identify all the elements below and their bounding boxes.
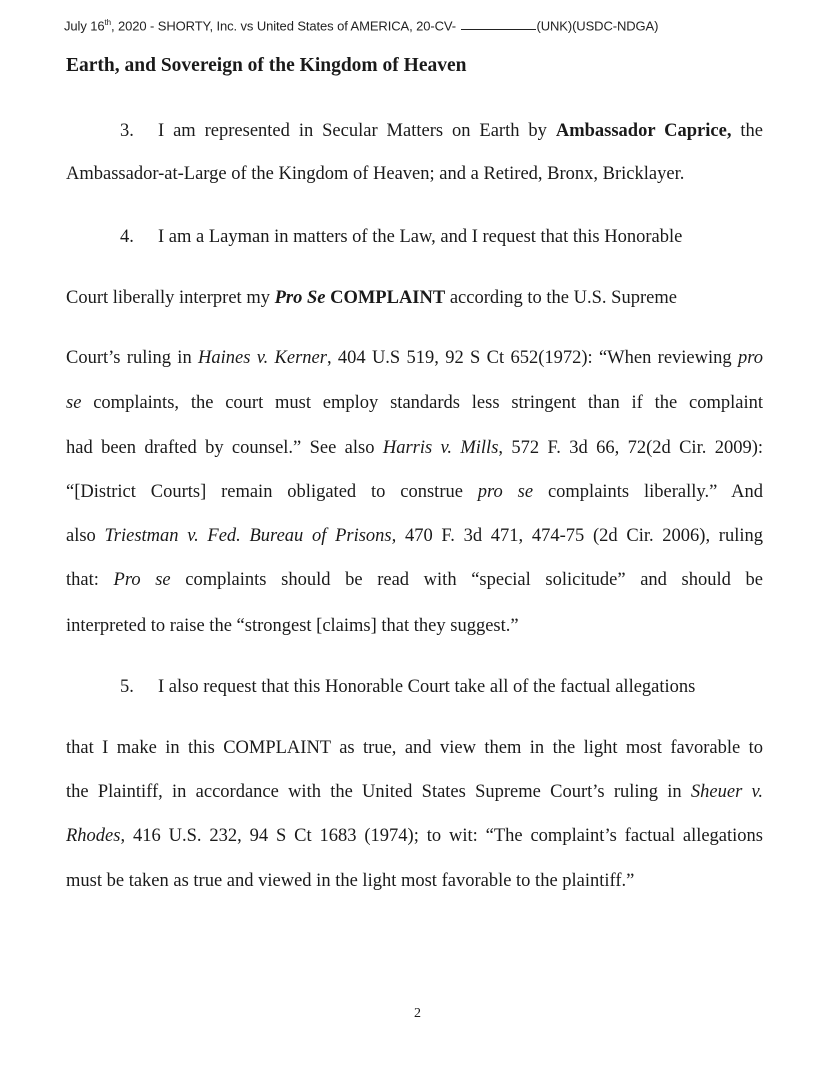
text-run: 470 F. 3d 471, 474-75 (2d Cir. 2006), ruling bbox=[396, 526, 763, 546]
paragraph-3-line-1 bbox=[158, 119, 763, 143]
complaint-emphasis: COMPLAINT bbox=[325, 288, 446, 308]
text-run: Court liberally interpret my bbox=[66, 288, 275, 308]
paragraph-4-line-8 bbox=[66, 568, 763, 592]
paragraph-number-3: 3. bbox=[120, 121, 134, 141]
paragraph-5-line-2: that I make in this COMPLAINT as true, and view them in the light most favorable to bbox=[66, 738, 763, 758]
header-date: July 16 bbox=[64, 18, 105, 34]
italic-term: Pro se bbox=[113, 570, 171, 590]
paragraph-5-line-5: must be taken as true and viewed in the light most favorable to the plaintiff.” bbox=[66, 871, 635, 891]
text-run: the bbox=[731, 121, 763, 141]
case-citation: Triestman v. Fed. Bureau of Prisons, bbox=[104, 526, 397, 546]
paragraph-5-line-1: I also request that this Honorable Court take all of the factual allegations bbox=[158, 677, 696, 697]
italic-term: pro bbox=[737, 348, 763, 368]
text-run: the Plaintiff, in accordance with the United States Supreme Court’s ruling in bbox=[66, 782, 691, 802]
paragraph-4-line-2 bbox=[66, 286, 763, 310]
case-citation: Harris v. Mills bbox=[382, 438, 499, 458]
text-run: had been drafted by counsel.” See also bbox=[66, 438, 383, 458]
paragraph-4-line-3 bbox=[66, 346, 763, 370]
running-header bbox=[64, 18, 658, 33]
text-run: I am represented in Secular Matters on Earth by bbox=[158, 121, 556, 141]
text-run: complaints, the court must employ standards less stringent than if the complaint bbox=[81, 393, 763, 413]
text-run: , 404 U.S 519, 92 S Ct 652(1972): “When reviewing bbox=[326, 348, 738, 368]
ambassador-name: Ambassador Caprice, bbox=[555, 121, 732, 141]
text-run: Court’s ruling in bbox=[66, 348, 199, 368]
case-number-blank bbox=[461, 19, 536, 30]
text-run: according to the U.S. Supreme bbox=[445, 288, 677, 308]
pro-se-emphasis: Pro Se bbox=[274, 288, 326, 308]
text-run: also bbox=[66, 526, 105, 546]
paragraph-4-line-4 bbox=[66, 391, 763, 415]
text-run: complaints should be read with “special solicitude” and should be bbox=[170, 570, 763, 590]
paragraph-3-line-2: Ambassador-at-Large of the Kingdom of Heaven; and a Retired, Bronx, Bricklayer. bbox=[66, 164, 685, 184]
italic-term: pro se bbox=[477, 482, 534, 502]
text-run: that: bbox=[66, 570, 114, 590]
paragraph-4-line-9: interpreted to raise the “strongest [claims] that they suggest.” bbox=[66, 616, 519, 636]
paragraph-number-4: 4. bbox=[120, 227, 134, 247]
text-run: , 416 U.S. 232, 94 S Ct 1683 (1974); to wit: “The complaint’s factual allegations bbox=[120, 826, 763, 846]
paragraph-4-line-6 bbox=[66, 480, 763, 504]
italic-term: se bbox=[66, 393, 82, 413]
text-run: “[District Courts] remain obligated to construe bbox=[66, 482, 478, 502]
paragraph-4-line-1: I am a Layman in matters of the Law, and I request that this Honorable bbox=[158, 227, 683, 247]
paragraph-4-line-7 bbox=[66, 524, 763, 548]
paragraph-5-line-4 bbox=[66, 824, 763, 848]
case-citation: Haines v. Kerner bbox=[198, 348, 327, 368]
text-run: complaints liberally.” And bbox=[533, 482, 763, 502]
paragraph-number-5: 5. bbox=[120, 677, 134, 697]
paragraph-4-line-5 bbox=[66, 436, 763, 460]
paragraph-5-line-3 bbox=[66, 780, 763, 804]
page-number: 2 bbox=[414, 1006, 421, 1021]
case-citation: Sheuer v. bbox=[690, 782, 763, 802]
header-case-title: , 2020 - SHORTY, Inc. vs United States of AMERICA, 20-CV- bbox=[110, 18, 460, 34]
case-citation: Rhodes bbox=[66, 826, 121, 846]
header-date-suffix: th bbox=[104, 18, 111, 27]
header-court-suffix: (UNK)(USDC-NDGA) bbox=[536, 18, 659, 34]
section-title-continued: Earth, and Sovereign of the Kingdom of Heaven bbox=[66, 55, 467, 76]
text-run: , 572 F. 3d 66, 72(2d Cir. 2009): bbox=[498, 438, 763, 458]
